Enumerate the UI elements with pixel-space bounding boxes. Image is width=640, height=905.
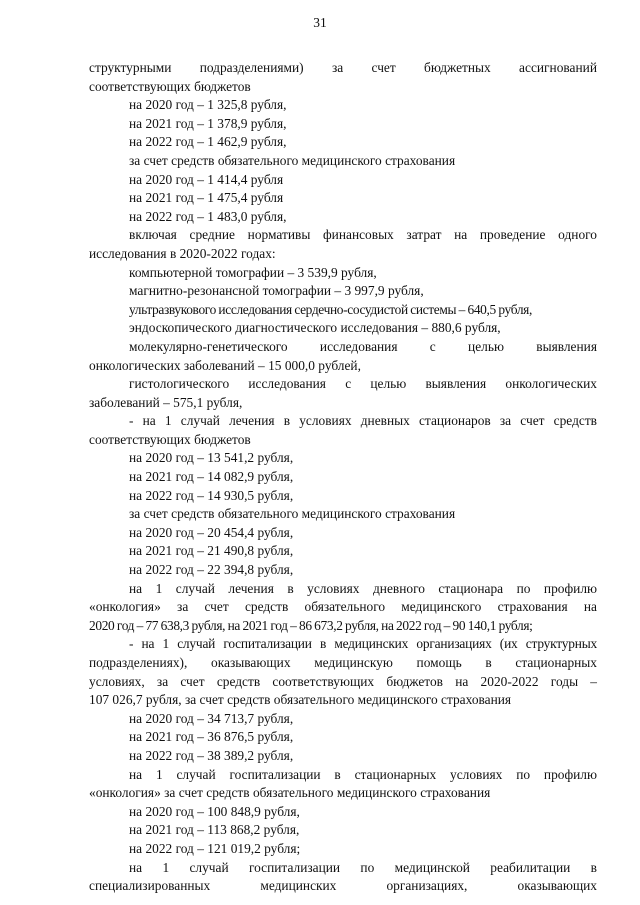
text-line: «онкология» за счет средств обязательного медицинского страхования на — [89, 599, 597, 615]
text-line: на 2020 год – 100 848,9 рубля, — [129, 803, 300, 819]
text-line: на 2021 год – 21 490,8 рубля, — [129, 543, 294, 559]
text-line: специализированных медицинских организациях, оказывающих — [89, 878, 597, 894]
text-line: на 2020 год – 13 541,2 рубля, — [129, 450, 294, 466]
text-line: на 2021 год – 14 082,9 рубля, — [129, 469, 294, 485]
text-line: на 1 случай госпитализации в стационарных условиях по профилю — [129, 766, 597, 782]
text-line: соответствующих бюджетов — [89, 431, 251, 447]
document-body — [89, 59, 597, 896]
text-line: за счет средств обязательного медицинского страхования — [129, 152, 456, 168]
text-line: - на 1 случай лечения в условиях дневных стационаров за счет средств — [129, 413, 597, 429]
text-line: на 2020 год – 20 454,4 рубля, — [129, 524, 294, 540]
text-line: на 1 случай госпитализации по медицинской реабилитации в — [129, 859, 597, 875]
text-line: на 2021 год – 1 475,4 рубля — [129, 190, 284, 206]
page-number: 31 — [313, 15, 327, 30]
text-line: на 2020 год – 1 325,8 рубля, — [129, 97, 287, 113]
text-line: на 2022 год – 121 019,2 рубля; — [129, 840, 301, 856]
text-line: компьютерной томографии – 3 539,9 рубля, — [129, 264, 377, 280]
text-line: подразделениях), оказывающих медицинскую помощь в стационарных — [89, 655, 597, 670]
text-line: ультразвукового исследования сердечно-сосудистой системы – 640,5 рубля, — [129, 301, 532, 317]
text-line: на 2021 год – 36 876,5 рубля, — [129, 729, 294, 745]
text-line: на 2020 год – 1 414,4 рубля — [129, 171, 284, 187]
text-line: условиях, за счет средств соответствующих бюджетов на 2020-2022 годы – — [89, 673, 597, 689]
text-line: 107 026,7 рубля, за счет средств обязательного медицинского страхования — [89, 692, 512, 708]
text-line: на 2022 год – 1 483,0 рубля, — [129, 208, 287, 224]
text-line: гистологического исследования с целью выявления онкологических — [129, 376, 597, 392]
text-line: за счет средств обязательного медицинского страхования — [129, 506, 456, 522]
text-line: на 2021 год – 1 378,9 рубля, — [129, 115, 287, 131]
text-line: - на 1 случай госпитализации в медицинских организациях (их структурных — [129, 636, 597, 652]
text-line: соответствующих бюджетов — [89, 78, 251, 94]
text-line: на 2020 год – 34 713,7 рубля, — [129, 710, 294, 726]
text-line: 2020 год – 77 638,3 рубля, на 2021 год – 86 673,2 рубля, на 2022 год – 90 140,1 рубля; — [89, 617, 533, 633]
text-line: на 2022 год – 22 394,8 рубля, — [129, 562, 294, 578]
text-line: магнитно-резонансной томографии – 3 997,9 рубля, — [129, 283, 424, 299]
text-line: на 2022 год – 14 930,5 рубля, — [129, 487, 294, 503]
text-line: эндоскопического диагностического исследования – 880,6 рубля, — [129, 320, 501, 336]
text-line: на 2022 год – 38 389,2 рубля, — [129, 747, 294, 763]
text-line: онкологических заболеваний – 15 000,0 рублей, — [89, 357, 361, 373]
text-line: «онкология» за счет средств обязательного медицинского страхования — [89, 785, 491, 801]
text-line: молекулярно-генетического исследования с целью выявления — [129, 338, 597, 354]
text-line: заболеваний – 575,1 рубля, — [89, 394, 243, 410]
text-line: включая средние нормативы финансовых затрат на проведение одного — [129, 227, 597, 243]
text-line: на 2021 год – 113 868,2 рубля, — [129, 822, 300, 838]
text-line: на 1 случай лечения в условиях дневного стационара по профилю — [129, 580, 597, 596]
text-line: структурными подразделениями) за счет бюджетных ассигнований — [89, 60, 597, 75]
text-line: исследования в 2020-2022 годах: — [89, 245, 276, 261]
text-line: на 2022 год – 1 462,9 рубля, — [129, 134, 287, 150]
